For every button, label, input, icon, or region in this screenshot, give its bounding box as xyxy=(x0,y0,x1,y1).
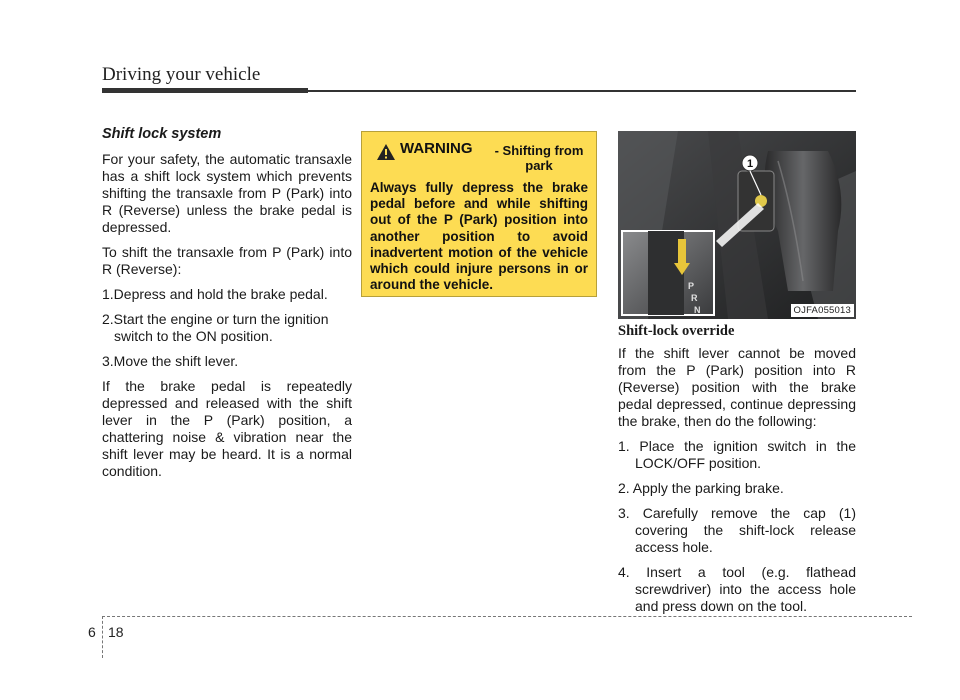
warning-header xyxy=(370,140,588,180)
list-item: 4. Insert a tool (e.g. flathead screwdriver) into the access hole and press down on the tool. xyxy=(618,564,856,614)
step-list xyxy=(102,286,352,370)
gear-letter-n: N xyxy=(694,305,701,315)
gear-letter-p: P xyxy=(688,281,695,291)
warning-subtitle: - Shifting from park xyxy=(494,143,584,173)
warning-text: Always fully depress the brake pedal before and while shifting out of the P (Park) position into another position to avoid inadvertent motion of the vehicle which could injure persons in or around the vehicle. xyxy=(370,180,588,293)
page-number: 18 xyxy=(108,624,124,640)
header-rule-thin xyxy=(308,90,856,92)
list-item: 3.Move the shift lever. xyxy=(102,353,239,369)
section-heading-shift-lock: Shift lock system xyxy=(102,126,222,142)
shift-lever-figure xyxy=(618,131,856,319)
list-item: 2. Apply the parking brake. xyxy=(618,480,784,496)
right-column xyxy=(618,323,856,623)
gear-letter-r: R xyxy=(691,293,698,303)
section-heading-override: Shift-lock override xyxy=(618,323,735,339)
list-item: 1. Place the ignition switch in the LOCK/OFF position. xyxy=(618,438,856,471)
paragraph: To shift the transaxle from P (Park) into R (Reverse): xyxy=(102,244,352,277)
page-title: Driving your vehicle xyxy=(102,64,261,85)
callout-number: 1 xyxy=(746,158,754,170)
footer-divider xyxy=(102,616,103,658)
list-item: 3. Carefully remove the cap (1) covering the shift-lock release access hole. xyxy=(618,505,856,555)
left-column xyxy=(102,126,352,488)
chapter-number: 6 xyxy=(88,624,96,640)
paragraph: If the brake pedal is repeatedly depressed and released with the shift lever in the P (Park) position, a chattering noise & vibration near the shift lever may be heard. It is a normal condition. xyxy=(102,378,352,479)
warning-triangle-icon xyxy=(376,143,396,161)
paragraph: If the shift lever cannot be moved from the P (Park) position into R (Reverse) position with the brake pedal depressed, continue depressing the brake, then do the following: xyxy=(618,345,856,429)
list-item: 1.Depress and hold the brake pedal. xyxy=(102,286,328,302)
figure-code: OJFA055013 xyxy=(791,304,854,317)
shift-lever-photo-icon xyxy=(618,131,856,319)
header-rule-thick xyxy=(102,88,308,93)
footer-rule xyxy=(102,616,912,617)
warning-label: WARNING xyxy=(400,140,473,157)
step-list xyxy=(618,438,856,615)
warning-box xyxy=(361,131,597,297)
list-item: 2.Start the engine or turn the ignition switch to the ON position. xyxy=(102,311,329,344)
paragraph: For your safety, the automatic transaxle has a shift lock system which prevents shifting the transaxle from P (Park) into R (Reverse) unless the brake pedal is depressed. xyxy=(102,151,352,235)
